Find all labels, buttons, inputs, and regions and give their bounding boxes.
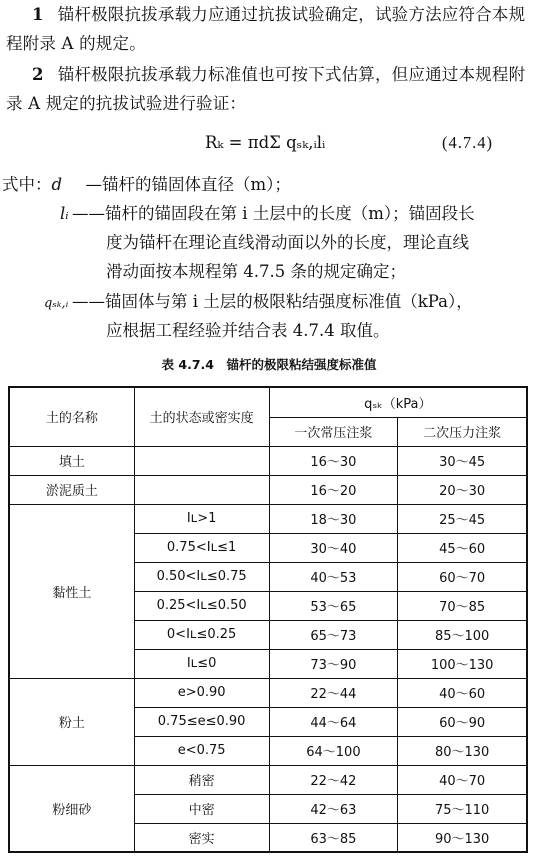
dash: — bbox=[85, 175, 102, 194]
value-one: 22～42 bbox=[269, 765, 398, 794]
symbol: lᵢ bbox=[60, 204, 69, 223]
value-one: 40～53 bbox=[269, 562, 398, 591]
soil-state: 0.25<Iʟ≤0.50 bbox=[134, 591, 269, 620]
table-row bbox=[9, 475, 527, 504]
soil-state: Iʟ>1 bbox=[134, 504, 269, 533]
value-one: 53～65 bbox=[269, 591, 398, 620]
soil-name: 粉细砂 bbox=[9, 765, 134, 852]
paragraph-1 bbox=[6, 0, 532, 58]
dash: —— bbox=[72, 292, 105, 311]
value-one: 64～100 bbox=[269, 736, 398, 765]
soil-name: 粉土 bbox=[9, 678, 134, 765]
value-two: 40～60 bbox=[398, 678, 527, 707]
value-one: 30～40 bbox=[269, 533, 398, 562]
where-line-l bbox=[2, 199, 536, 228]
symbol: qₛₖ,ᵢ bbox=[44, 296, 69, 311]
where-lead: 式中： bbox=[2, 175, 52, 194]
value-two: 100～130 bbox=[398, 649, 527, 678]
value-two: 25～45 bbox=[398, 504, 527, 533]
value-two: 80～130 bbox=[398, 736, 527, 765]
paragraph-text: 锚杆极限抗拔承载力应通过抗拔试验确定，试验方法应符合本规程附录 A 的规定。 bbox=[6, 5, 526, 53]
value-one: 16～30 bbox=[269, 446, 398, 475]
header-two: 二次压力注浆 bbox=[398, 417, 527, 446]
value-two: 40～70 bbox=[398, 765, 527, 794]
soil-name: 黏性土 bbox=[9, 504, 134, 678]
where-line-d bbox=[2, 170, 536, 199]
soil-state: 0.75≤e≤0.90 bbox=[134, 707, 269, 736]
definition-text: 锚杆的锚固段在第 i 土层中的长度（m）；锚固段长 bbox=[105, 204, 475, 223]
soil-state: Iʟ≤0 bbox=[134, 649, 269, 678]
soil-state: e<0.75 bbox=[134, 736, 269, 765]
bond-strength-table bbox=[8, 386, 528, 853]
value-two: 85～100 bbox=[398, 620, 527, 649]
soil-name: 填土 bbox=[9, 446, 134, 475]
soil-state: 密实 bbox=[134, 823, 269, 852]
value-one: 42～63 bbox=[269, 794, 398, 823]
formula-expression: Rₖ = πdΣ qₛₖ,ᵢlᵢ bbox=[205, 133, 326, 152]
value-two: 90～130 bbox=[398, 823, 527, 852]
soil-state: 0<Iʟ≤0.25 bbox=[134, 620, 269, 649]
definition-text: 锚固体与第 i 土层的极限粘结强度标准值（kPa）， bbox=[105, 292, 473, 311]
value-one: 44～64 bbox=[269, 707, 398, 736]
soil-state: e>0.90 bbox=[134, 678, 269, 707]
symbol: d bbox=[51, 175, 63, 194]
header-qsk: qₛₖ（kPa） bbox=[269, 387, 527, 417]
soil-state: 0.75<Iʟ≤1 bbox=[134, 533, 269, 562]
soil-name: 淤泥质土 bbox=[9, 475, 134, 504]
soil-state bbox=[134, 446, 269, 475]
value-one: 65～73 bbox=[269, 620, 398, 649]
value-two: 75～110 bbox=[398, 794, 527, 823]
value-two: 20～30 bbox=[398, 475, 527, 504]
soil-state: 稍密 bbox=[134, 765, 269, 794]
paragraph-2 bbox=[6, 60, 532, 118]
table-caption: 表 4.7.4 锚杆的极限粘结强度标准值 bbox=[161, 357, 377, 372]
value-one: 22～44 bbox=[269, 678, 398, 707]
dash: —— bbox=[72, 204, 105, 223]
paragraph-number: 2 bbox=[32, 65, 44, 84]
table-row bbox=[9, 678, 527, 707]
value-two: 60～70 bbox=[398, 562, 527, 591]
header-row bbox=[9, 387, 527, 417]
header-one: 一次常压注浆 bbox=[269, 417, 398, 446]
value-two: 60～90 bbox=[398, 707, 527, 736]
value-one: 18～30 bbox=[269, 504, 398, 533]
table-row bbox=[9, 504, 527, 533]
definition-continuation: 滑动面按本规程第 4.7.5 条的规定确定； bbox=[106, 262, 406, 281]
where-line-q bbox=[2, 287, 536, 318]
formula-block bbox=[0, 128, 538, 158]
definition-continuation: 应根据工程经验并结合表 4.7.4 取值。 bbox=[106, 321, 390, 340]
table-row bbox=[9, 446, 527, 475]
soil-state bbox=[134, 475, 269, 504]
definition-continuation: 度为锚杆在理论直线滑动面以外的长度，理论直线 bbox=[106, 233, 469, 252]
value-one: 73～90 bbox=[269, 649, 398, 678]
value-two: 70～85 bbox=[398, 591, 527, 620]
value-two: 30～45 bbox=[398, 446, 527, 475]
table-row bbox=[9, 765, 527, 794]
value-two: 45～60 bbox=[398, 533, 527, 562]
paragraph-text: 锚杆极限抗拔承载力标准值也可按下式估算，但应通过本规程附录 A 规定的抗拔试验进行验证： bbox=[6, 65, 526, 113]
header-state: 土的状态或密实度 bbox=[134, 387, 269, 446]
header-soil: 土的名称 bbox=[9, 387, 134, 446]
paragraph-number: 1 bbox=[32, 5, 44, 24]
soil-state: 0.50<Iʟ≤0.75 bbox=[134, 562, 269, 591]
definition-text: 锚杆的锚固体直径（m）； bbox=[102, 175, 291, 194]
formula-number: (4.7.4) bbox=[442, 133, 493, 152]
soil-state: 中密 bbox=[134, 794, 269, 823]
value-one: 63～85 bbox=[269, 823, 398, 852]
value-one: 16～20 bbox=[269, 475, 398, 504]
